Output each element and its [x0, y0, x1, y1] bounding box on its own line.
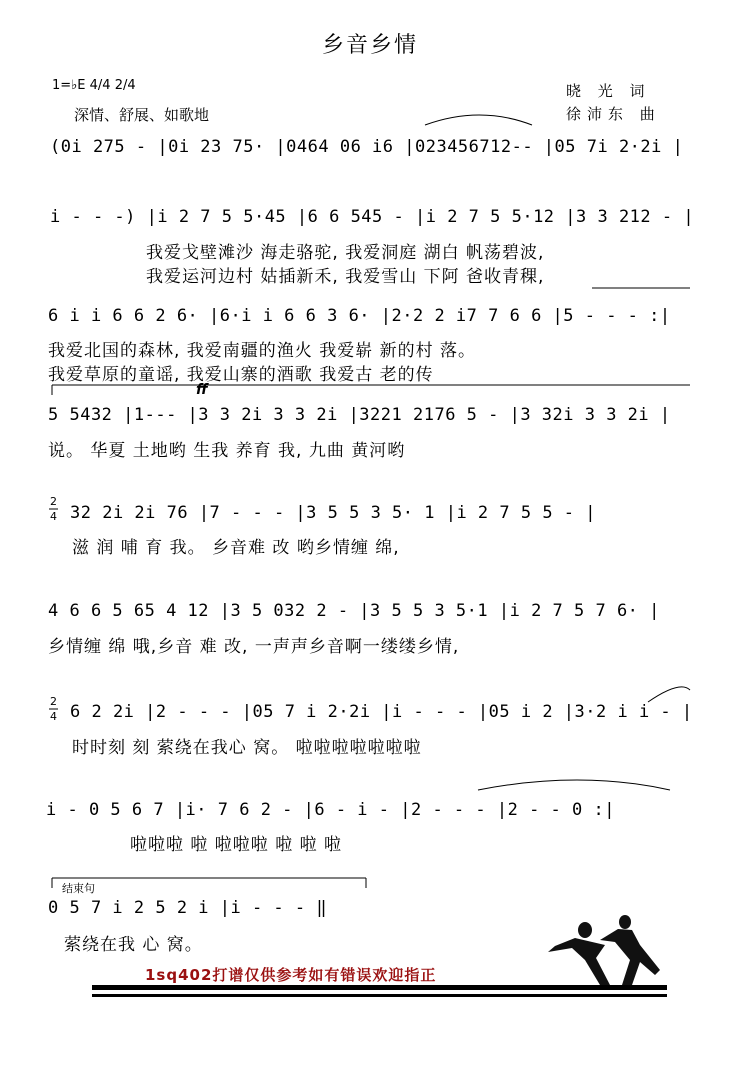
staff-line-8: i - 0 5 6 7 |i· 7 6 2 - |6 - i - |2 - - - |2 - - 0 :| [46, 800, 615, 820]
footer-note: 1sq402打谱仅供参考如有错误欢迎指正 [145, 966, 437, 984]
dynamic-ff: ff [196, 382, 208, 398]
lyric-line-7: 时时刻 刻 萦绕在我心 窝。 啦啦啦啦啦啦啦 [72, 738, 422, 758]
svg-text:2: 2 [50, 695, 57, 708]
lyric-line-6: 乡情缠 绵 哦,乡音 难 改, 一声声乡音啊一缕缕乡情, [48, 637, 460, 657]
staff-line-4: 5 5432 |1--- |3 3 2i 3 3 2i |3221 2176 5 - |3 32i 3 3 2i | [48, 405, 671, 425]
staff-line-6: 4 6 6 5 65 4 12 |3 5 032 2 - |3 5 5 3 5·1 |i 2 7 5 7 6· | [48, 601, 660, 621]
coda-label: 结束句 [62, 882, 95, 895]
lyric-line-3b: 我爱草原的童谣, 我爱山寨的酒歌 我爱古 老的传 [48, 365, 434, 385]
staff-line-7: 6 2 2i |2 - - - |05 7 i 2·2i |i - - - |05 i 2 |3·2 i i - | [70, 702, 693, 722]
svg-text:4: 4 [50, 710, 57, 723]
lyric-line-3a: 我爱北国的森林, 我爱南疆的渔火 我爱崭 新的村 落。 [48, 341, 477, 361]
staff-line-3: 6 i i 6 6 2 6· |6·i i 6 6 3 6· |2·2 2 i7 7 6 6 |5 - - - :| [48, 306, 671, 326]
staff-line-2: i - - -) |i 2 7 5 5·45 |6 6 545 - |i 2 7 5 5·12 |3 3 212 - | [50, 207, 695, 227]
song-title: 乡音乡情 [321, 33, 418, 58]
lyric-line-4: 说。 华夏 土地哟 生我 养育 我, 九曲 黄河哟 [48, 441, 406, 461]
lyric-line-8: 啦啦啦 啦 啦啦啦 啦 啦 啦 [130, 835, 343, 855]
lyric-line-5: 滋 润 哺 育 我。 乡音难 改 哟乡情缠 绵, [72, 538, 400, 558]
tempo-marking: 深情、舒展、如歌地 [74, 106, 210, 124]
lyric-line-2b: 我爱运河边村 姑插新禾, 我爱雪山 下阿 爸收青稞, [146, 267, 545, 287]
key-signature: 1=♭E 4/4 2/4 [52, 78, 136, 93]
svg-text:4: 4 [50, 510, 57, 523]
lyricist-credit: 晓 光 词 [566, 82, 651, 100]
lyric-line-2a: 我爱戈壁滩沙 海走骆驼, 我爱洞庭 湖白 帆荡碧波, [146, 243, 545, 263]
staff-line-1: (0i 275 - |0i 23 75· |0464 06 i6 |023456712-- |05 7i 2·2i | [50, 137, 684, 157]
lyric-line-9: 萦绕在我 心 窝。 [64, 935, 203, 955]
staff-line-9: 0 5 7 i 2 5 2 i |i - - - ‖ [48, 898, 328, 918]
svg-text:2: 2 [50, 495, 57, 508]
composer-credit: 徐沛东 曲 [566, 105, 661, 123]
staff-line-5: 32 2i 2i 76 |7 - - - |3 5 5 3 5· 1 |i 2 7 5 5 - | [70, 503, 597, 523]
